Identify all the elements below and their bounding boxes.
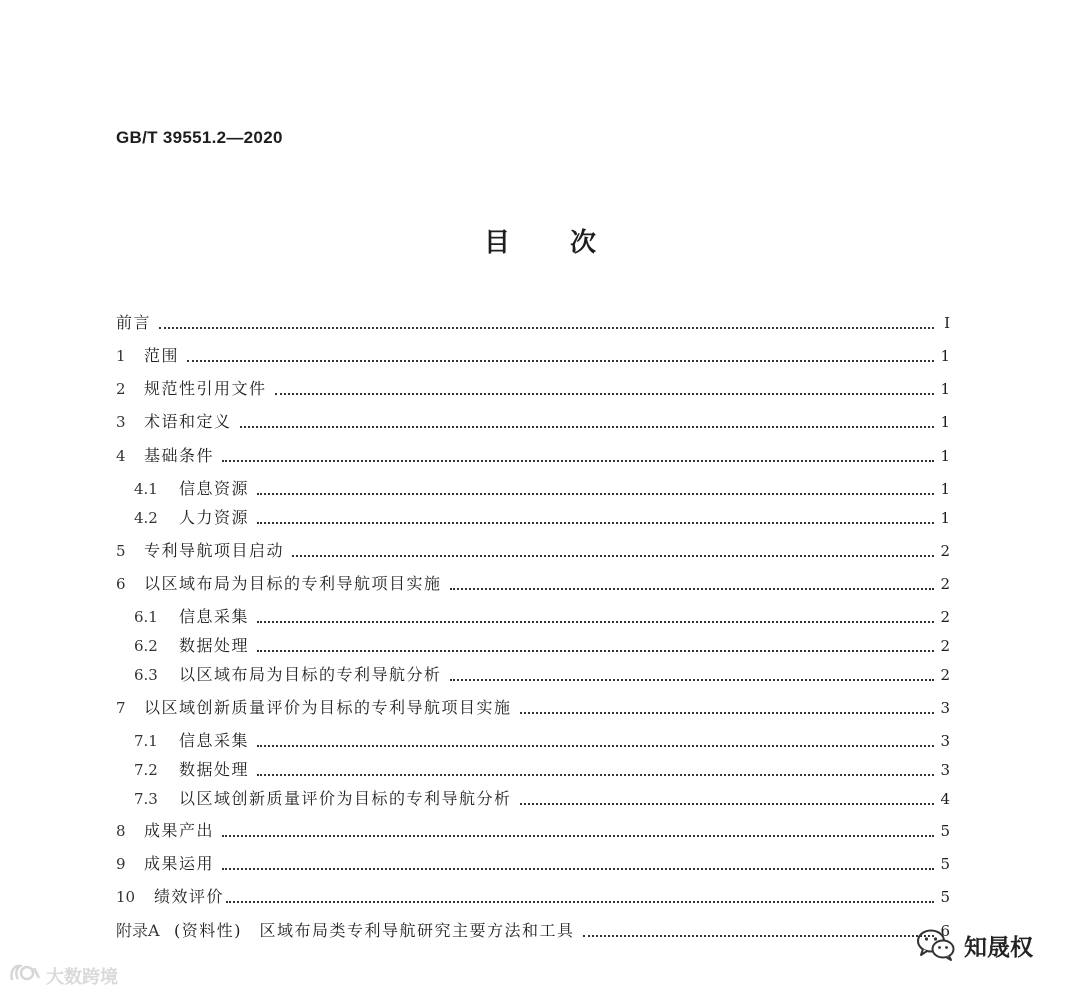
toc-entry-label: 前言 bbox=[116, 313, 152, 332]
toc-entry-number: 4 bbox=[116, 447, 126, 465]
dot-leader bbox=[583, 935, 935, 937]
toc-entry-label: 人力资源 bbox=[179, 508, 250, 527]
toc-entry-page: 5 bbox=[940, 822, 950, 840]
toc-entry-page: 3 bbox=[940, 699, 950, 717]
toc-entry-label: 数据处理 bbox=[179, 760, 250, 779]
toc-entry-page: 1 bbox=[940, 347, 950, 365]
dot-leader bbox=[520, 712, 934, 714]
toc-entry-7-2[interactable] bbox=[134, 759, 950, 781]
toc-entry-label: 成果产出 bbox=[144, 821, 215, 840]
toc-entry-9[interactable] bbox=[116, 853, 950, 875]
toc-entry-page: I bbox=[944, 314, 950, 332]
toc-entry-6-2[interactable] bbox=[134, 635, 950, 657]
toc-entry-number: 4.1 bbox=[134, 480, 158, 498]
toc-entry-number: 7 bbox=[116, 699, 126, 717]
toc-entry-number: 7.2 bbox=[134, 761, 158, 779]
toc-entry-page: 1 bbox=[940, 413, 950, 431]
toc-entry-page: 2 bbox=[940, 637, 950, 655]
dot-leader bbox=[520, 803, 934, 805]
toc-entry-7-3[interactable] bbox=[134, 788, 950, 810]
toc-entry-page: 2 bbox=[940, 542, 950, 560]
toc-entry-4[interactable] bbox=[116, 445, 950, 467]
dot-leader bbox=[257, 621, 934, 623]
toc-entry-number: 6.3 bbox=[134, 666, 158, 684]
toc-entry-page: 3 bbox=[940, 761, 950, 779]
dot-leader bbox=[222, 835, 934, 837]
toc-entry-page: 6 bbox=[940, 922, 950, 940]
toc-entry-8[interactable] bbox=[116, 820, 950, 842]
toc-entry-4-1[interactable] bbox=[134, 478, 950, 500]
toc-entry-number: 5 bbox=[116, 542, 126, 560]
toc-entry-label: 以区域布局为目标的专利导航项目实施 bbox=[144, 574, 442, 593]
dot-leader bbox=[275, 393, 934, 395]
toc-entry-label: 以区域创新质量评价为目标的专利导航项目实施 bbox=[144, 698, 512, 717]
toc-entry-label: (资料性) 区域布局类专利导航研究主要方法和工具 bbox=[174, 921, 575, 940]
dot-leader bbox=[257, 493, 934, 495]
toc-entry-2[interactable] bbox=[116, 378, 950, 400]
dot-leader bbox=[187, 360, 934, 362]
toc-entry-6-3[interactable] bbox=[134, 664, 950, 686]
toc-entry-number: 7.1 bbox=[134, 732, 158, 750]
dot-leader bbox=[257, 745, 934, 747]
toc-entry-number: 1 bbox=[116, 347, 126, 365]
toc-entry-page: 5 bbox=[940, 888, 950, 906]
toc-entry-page: 1 bbox=[940, 480, 950, 498]
toc-entry-number: 8 bbox=[116, 822, 126, 840]
dot-leader bbox=[257, 650, 934, 652]
toc-entry-label: 以区域布局为目标的专利导航分析 bbox=[179, 665, 442, 684]
toc-entry-7-1[interactable] bbox=[134, 730, 950, 752]
toc-entry-label: 以区域创新质量评价为目标的专利导航分析 bbox=[179, 789, 512, 808]
toc-entry-10[interactable] bbox=[116, 886, 950, 908]
toc-entry-page: 3 bbox=[940, 732, 950, 750]
dot-leader bbox=[257, 774, 934, 776]
dot-leader bbox=[450, 588, 934, 590]
toc-entry-3[interactable] bbox=[116, 411, 950, 433]
toc-entry-number: 10 bbox=[116, 888, 136, 906]
watermark-right bbox=[916, 928, 1033, 962]
toc-entry-annex-a[interactable] bbox=[116, 920, 950, 942]
toc-entry-4-2[interactable] bbox=[134, 507, 950, 529]
toc-entry-page: 2 bbox=[940, 608, 950, 626]
toc-entry-label: 信息采集 bbox=[179, 731, 250, 750]
toc-entry-label: 基础条件 bbox=[144, 446, 215, 465]
toc-entry-7[interactable] bbox=[116, 697, 950, 719]
toc-entry-number: 7.3 bbox=[134, 790, 158, 808]
toc-entry-page: 2 bbox=[940, 666, 950, 684]
toc-entry-number: 6.1 bbox=[134, 608, 158, 626]
toc-entry-number: 9 bbox=[116, 855, 126, 873]
toc-entry-label: 范围 bbox=[144, 346, 180, 365]
watermark-left-text: 大数跨境 bbox=[46, 966, 118, 988]
toc-entry-number: 6 bbox=[116, 575, 126, 593]
page-title: 目次 bbox=[483, 228, 656, 258]
dot-leader bbox=[159, 327, 934, 329]
dot-leader bbox=[240, 426, 934, 428]
toc-entry-label: 信息资源 bbox=[179, 479, 250, 498]
toc-entry-page: 1 bbox=[940, 509, 950, 527]
toc-entry-label: 数据处理 bbox=[179, 636, 250, 655]
toc-entry-label: 信息采集 bbox=[179, 607, 250, 626]
wechat-icon bbox=[916, 928, 956, 962]
dot-leader bbox=[257, 522, 934, 524]
toc-entry-number: 4.2 bbox=[134, 509, 158, 527]
standard-code: GB/T 39551.2—2020 bbox=[116, 128, 283, 147]
dot-leader bbox=[222, 868, 934, 870]
toc-entry-6[interactable] bbox=[116, 573, 950, 595]
toc-entry-number: 6.2 bbox=[134, 637, 158, 655]
dot-leader bbox=[292, 555, 934, 557]
toc-entry-number: 3 bbox=[116, 413, 126, 431]
logo-icon bbox=[8, 962, 42, 989]
toc-entry-label: 成果运用 bbox=[144, 854, 215, 873]
dot-leader bbox=[226, 901, 934, 903]
toc-entry-page: 2 bbox=[940, 575, 950, 593]
toc-entry-page: 4 bbox=[940, 790, 950, 808]
toc-entry-label: 术语和定义 bbox=[144, 412, 232, 431]
toc-entry-page: 5 bbox=[940, 855, 950, 873]
toc-entry-6-1[interactable] bbox=[134, 606, 950, 628]
toc-entry-label: 规范性引用文件 bbox=[144, 379, 267, 398]
dot-leader bbox=[222, 460, 934, 462]
watermark-left bbox=[8, 962, 118, 989]
toc-entry-page: 1 bbox=[940, 380, 950, 398]
toc-entry-number: 2 bbox=[116, 380, 126, 398]
toc-entry-5[interactable] bbox=[116, 540, 950, 562]
dot-leader bbox=[450, 679, 934, 681]
toc-entry-number: 附录A bbox=[116, 921, 160, 940]
watermark-right-text: 知晟权 bbox=[964, 934, 1033, 961]
toc-entry-label: 专利导航项目启动 bbox=[144, 541, 285, 560]
toc-entry-label: 绩效评价 bbox=[154, 887, 225, 906]
toc-entry-1[interactable] bbox=[116, 345, 950, 367]
toc-entry-page: 1 bbox=[940, 447, 950, 465]
toc-entry-preface[interactable] bbox=[116, 312, 950, 334]
